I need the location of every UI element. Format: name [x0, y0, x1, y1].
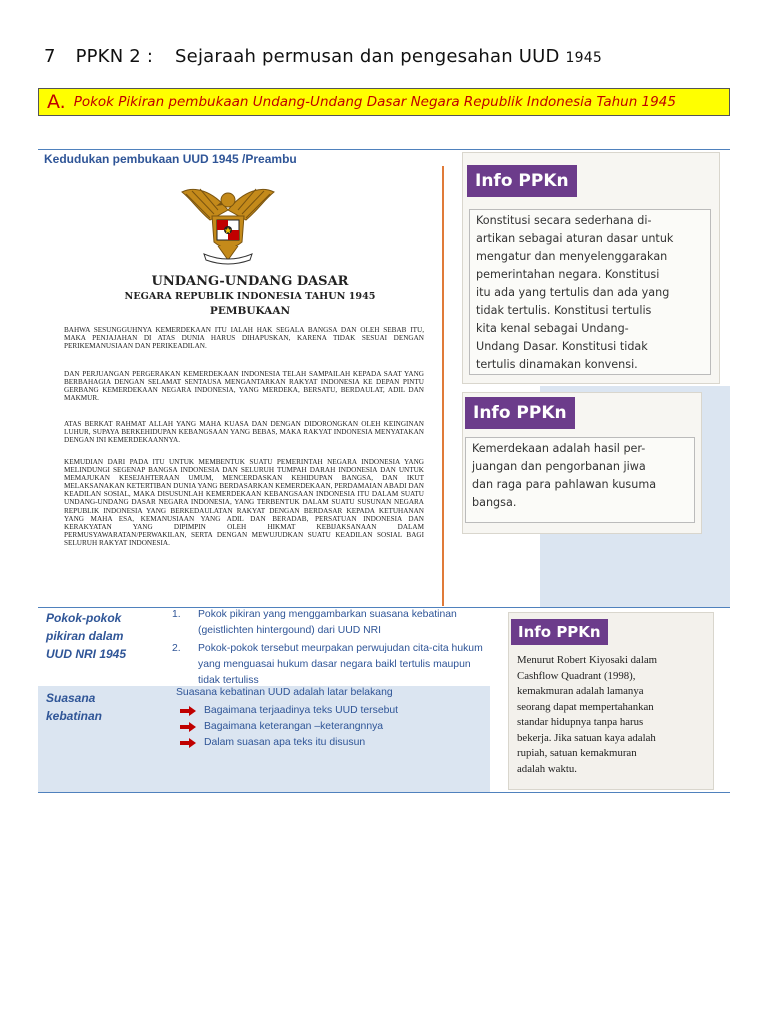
list-item	[168, 641, 490, 689]
info-line: Menurut Robert Kiyosaki dalam	[517, 654, 658, 666]
arrow-right-icon	[180, 722, 196, 732]
info-line: seorang dapat mempertahankan	[517, 700, 654, 713]
info-line: rupiah, satuan kemakmuran	[517, 747, 637, 759]
suasana-heading	[46, 689, 156, 725]
info-card-body	[465, 437, 695, 523]
info-card-heading: Info PPKn	[511, 619, 608, 645]
preamble-paragraph: BAHWA SESUNGGUHNYA KEMERDEKAAN ITU IALAH HAK SEGALA BANGSA DAN OLEH SEBAB ITU, MAKA PENJAJAHAN DI ATAS DUNIA HARUS DIHAPUSKAN, KARENA TIDAK SESUAI DENGAN PERIKEMANUSIAAN DAN PERIKEADILAN.	[64, 326, 424, 351]
heading-line: Suasana	[46, 691, 96, 705]
pokok-heading	[46, 609, 156, 663]
info-line: tidak tertulis. Konstitusi tertulis	[476, 304, 652, 317]
info-card-kemerdekaan	[462, 392, 702, 534]
document-section: PEMBUKAAN	[209, 305, 291, 317]
section-number: 7	[44, 46, 56, 67]
kedudukan-heading: Kedudukan pembukaan UUD 1945 /Preambu	[44, 152, 297, 166]
title-text: Sejaraah permusan dan pengesahan UUD	[175, 46, 560, 67]
info-line: dan raga para pahlawan kusuma	[472, 478, 657, 491]
info-line: pemerintahan negara. Konstitusi	[476, 268, 660, 281]
info-card-heading: Info PPKn	[467, 165, 577, 197]
list-text: Pokok-pokok tersebut meurpakan perwujudan cita-cita hukum yang menguasai hukum dasar negara baikl tertulis maupun tidak tertuliss	[198, 643, 483, 686]
pokok-list	[168, 607, 490, 689]
info-line: Kemerdekaan adalah hasil per-	[472, 442, 646, 455]
list-item	[168, 607, 490, 639]
section-letter: A.	[47, 91, 66, 113]
info-card-body	[517, 653, 711, 777]
title-year: 1945	[565, 50, 602, 66]
column-divider	[442, 166, 444, 606]
list-item	[180, 719, 398, 735]
info-line: tertulis dinamakan konvensi.	[476, 358, 638, 371]
info-line: Konstitusi secara sederhana di-	[476, 214, 652, 227]
list-item	[180, 735, 398, 751]
info-line: mengatur dan menyelenggarakan	[476, 250, 668, 263]
document-title: UNDANG-UNDANG DASAR	[151, 274, 349, 289]
divider	[38, 149, 730, 150]
page-title	[44, 46, 602, 67]
section-a-banner	[38, 88, 730, 116]
divider	[38, 792, 730, 793]
info-card-body	[469, 209, 711, 375]
bullet-text: Dalam suasan apa teks itu disusun	[204, 737, 366, 748]
arrow-right-icon	[180, 706, 196, 716]
info-line: bangsa.	[472, 496, 517, 509]
info-line: artikan sebagai aturan dasar untuk	[476, 232, 674, 245]
document-subtitle: NEGARA REPUBLIK INDONESIA TAHUN 1945	[124, 291, 376, 302]
info-line: kita kenal sebagai Undang-	[476, 322, 629, 335]
garuda-emblem-icon	[176, 180, 280, 266]
heading-line: Pokok-pokok	[46, 611, 122, 625]
info-card-konstitusi	[462, 152, 720, 384]
preamble-paragraph: ATAS BERKAT RAHMAT ALLAH YANG MAHA KUASA DAN DENGAN DIDORONGKAN OLEH KEINGINAN LUHUR, SUPAYA BERKEHIDUPAN KEBANGSAAN YANG BEBAS, MAKA RAKYAT INDONESIA MENYATAKAN DENGAN INI KEMERDEKAANNYA.	[64, 420, 424, 445]
bullet-text: Bagaimana keterangan –keterangnnya	[204, 721, 384, 732]
subject-label: PPKN 2 :	[75, 46, 154, 67]
section-a-text: Pokok Pikiran pembukaan Undang-Undang Dasar Negara Republik Indonesia Tahun 1945	[73, 94, 676, 110]
list-item	[180, 703, 398, 719]
preamble-paragraph: KEMUDIAN DARI PADA ITU UNTUK MEMBENTUK SUATU PEMERINTAH NEGARA INDONESIA YANG MELINDUNGI SEGENAP BANGSA INDONESIA DAN SELURUH TUMPAH DARAH INDONESIA DAN UNTUK MEMAJUKAN KESEJAHTERAAN UMUM, MENCERDASKAN KEHIDUPAN BANGSA, DAN IKUT MELAKSANAKAN KETERTIBAN DUNIA YANG BERDASARKAN KEMERDEKAAN, PERDAMAIAN ABADI DAN KEADILAN SOSIAL, MAKA DISUSUNLAH KEMERDEKAAN KEBANGSAAN INDONESIA ITU DALAM SUATU UNDANG-UNDANG DASAR NEGARA INDONESIA, YANG TERBENTUK DALAM SUATU SUSUNAN NEGARA REPUBLIK INDONESIA YANG BERKEDAULATAN RAKYAT DENGAN BERDASAR KEPADA KETUHANAN YANG MAHA ESA, KEMANUSIAAN YANG ADIL DAN BERADAB, PERSATUAN INDONESIA DAN KERAKYATAN YANG DIPIMPIN OLEH HIKMAT KEBIJAKSANAAN DALAM PERMUSYAWARATAN/PERWAKILAN, SERTA DENGAN MEWUJUDKAN SUATU KEADILAN SOSIAL BAGI SELURUH RAKYAT INDONESIA.	[64, 458, 424, 547]
suasana-bullets	[180, 703, 398, 751]
bullet-text: Bagaimana terjaadinya teks UUD tersebut	[204, 705, 399, 716]
info-line: Cashflow Quadrant (1998),	[517, 669, 636, 682]
info-line: itu ada yang tertulis dan ada yang	[476, 286, 670, 299]
list-text: Pokok pikiran yang menggambarkan suasana kebatinan (geistlichten hintergound) dari UUD NRI	[198, 609, 457, 636]
info-line: kemakmuran adalah lamanya	[517, 685, 644, 697]
info-line: juangan dan pengorbanan jiwa	[472, 460, 646, 473]
info-line: adalah waktu.	[517, 762, 577, 775]
list-number: 1.	[172, 609, 181, 620]
info-card-kemakmuran	[508, 612, 714, 790]
heading-line: kebatinan	[46, 709, 103, 723]
suasana-intro: Suasana kebatinan UUD adalah latar belakang	[176, 687, 393, 698]
list-number: 2.	[172, 643, 181, 654]
info-line: standar hidupnya tanpa harus	[517, 716, 644, 728]
heading-line: UUD NRI 1945	[46, 647, 127, 661]
info-line: Undang Dasar. Konstitusi tidak	[476, 340, 648, 353]
arrow-right-icon	[180, 738, 196, 748]
heading-line: pikiran dalam	[46, 629, 124, 643]
info-card-heading: Info PPKn	[465, 397, 575, 429]
preamble-paragraph: DAN PERJUANGAN PERGERAKAN KEMERDEKAAN INDONESIA TELAH SAMPAILAH KEPADA SAAT YANG BERBAHAGIA DENGAN SELAMAT SENTAUSA MENGANTARKAN RAKYAT INDONESIA KE DEPAN PINTU GERBANG KEMERDEKAAN NEGARA INDONESIA, YANG MERDEKA, BERSATU, BERDAULAT, ADIL DAN MAKMUR.	[64, 370, 424, 403]
info-line: bekerja. Jika satuan kaya adalah	[517, 731, 656, 744]
